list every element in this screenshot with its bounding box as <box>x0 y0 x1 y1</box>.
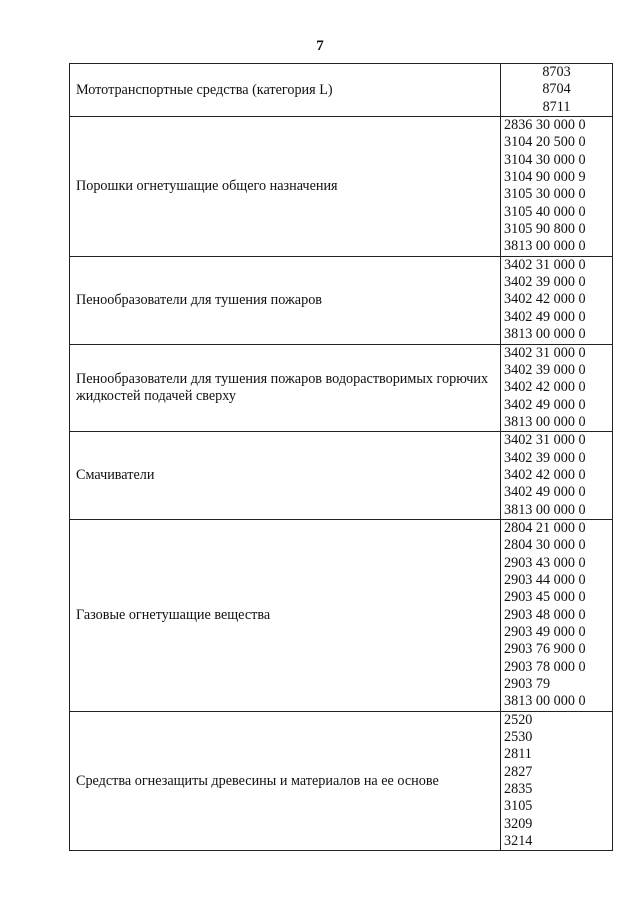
product-name-cell <box>70 519 501 711</box>
product-name: Смачиватели <box>76 467 155 484</box>
product-name: Газовые огнетушащие вещества <box>76 606 271 623</box>
product-code: 3209 <box>504 815 533 832</box>
product-name-cell <box>70 711 501 851</box>
table-row <box>70 432 613 520</box>
product-code: 8711 <box>542 98 571 115</box>
product-name: Пенообразователи для тушения пожаров водорастворимых горючих жидкостей подачей сверху <box>76 370 489 404</box>
product-code: 3402 31 000 0 <box>504 432 586 449</box>
code-list-cell <box>501 344 613 432</box>
product-code: 3402 42 000 0 <box>504 379 586 396</box>
product-code: 3402 39 000 0 <box>504 449 586 466</box>
product-code: 2827 <box>504 763 533 780</box>
product-name: Мототранспортные средства (категория L) <box>76 81 333 98</box>
page-number: 7 <box>316 38 324 54</box>
product-code: 3402 31 000 0 <box>504 256 586 273</box>
code-list-cell <box>501 519 613 711</box>
product-code: 2903 49 000 0 <box>504 624 586 640</box>
product-code: 3105 40 000 0 <box>504 203 586 220</box>
code-list-cell <box>501 117 613 257</box>
product-code: 8703 <box>542 64 571 80</box>
product-code: 3104 90 000 9 <box>504 169 586 186</box>
table-row <box>70 344 613 432</box>
table-row <box>70 519 613 711</box>
product-code: 2804 21 000 0 <box>504 519 586 536</box>
product-name: Пенообразователи для тушения пожаров <box>76 291 322 308</box>
product-name-cell <box>70 432 501 520</box>
product-code: 3402 31 000 0 <box>504 344 586 361</box>
product-code: 8704 <box>542 81 571 98</box>
product-code-table <box>69 63 613 851</box>
product-code: 2835 <box>504 781 533 798</box>
product-code: 3104 30 000 0 <box>504 151 586 168</box>
table-body <box>70 64 613 851</box>
product-code: 3214 <box>504 833 533 850</box>
product-code: 3813 00 000 0 <box>504 326 586 343</box>
product-name-cell <box>70 256 501 344</box>
product-code: 3402 42 000 0 <box>504 291 586 308</box>
table-row <box>70 711 613 851</box>
product-code: 3402 49 000 0 <box>504 396 586 413</box>
product-code: 3105 30 000 0 <box>504 186 586 203</box>
product-code: 2520 <box>504 711 533 728</box>
product-code: 3402 49 000 0 <box>504 484 586 501</box>
table-row <box>70 117 613 257</box>
product-code: 3813 00 000 0 <box>504 413 586 430</box>
product-code: 2804 30 000 0 <box>504 537 586 554</box>
product-code: 3105 90 800 0 <box>504 221 586 238</box>
table-row <box>70 256 613 344</box>
product-code: 2903 44 000 0 <box>504 571 586 588</box>
product-name: Средства огнезащиты древесины и материалов на ее основе <box>76 772 439 789</box>
product-code: 2836 30 000 0 <box>504 117 586 134</box>
product-code: 2903 79 <box>504 676 551 693</box>
code-list-cell <box>501 256 613 344</box>
product-code: 3813 00 000 0 <box>504 501 586 518</box>
code-list-cell <box>501 432 613 520</box>
product-code: 3402 42 000 0 <box>504 466 586 483</box>
product-code: 2903 43 000 0 <box>504 554 586 571</box>
product-name-cell <box>70 117 501 257</box>
product-code: 2530 <box>504 729 533 746</box>
product-code: 2903 45 000 0 <box>504 589 586 606</box>
code-list-cell <box>501 64 613 117</box>
table-row <box>70 64 613 117</box>
product-code: 2903 48 000 0 <box>504 606 586 623</box>
product-code: 3105 <box>504 798 533 815</box>
product-code: 3402 49 000 0 <box>504 308 586 325</box>
product-code: 2903 76 900 0 <box>504 641 586 658</box>
product-name-cell <box>70 344 501 432</box>
product-code: 3813 00 000 0 <box>504 238 586 255</box>
product-code: 2811 <box>504 746 532 763</box>
product-name-cell <box>70 64 501 117</box>
product-code: 3402 39 000 0 <box>504 361 586 378</box>
product-code: 3104 20 500 0 <box>504 134 586 151</box>
product-name: Порошки огнетушащие общего назначения <box>76 177 338 194</box>
code-list-cell <box>501 711 613 851</box>
product-code: 3813 00 000 0 <box>504 693 586 710</box>
product-code: 3402 39 000 0 <box>504 274 586 291</box>
product-code: 2903 78 000 0 <box>504 658 586 675</box>
